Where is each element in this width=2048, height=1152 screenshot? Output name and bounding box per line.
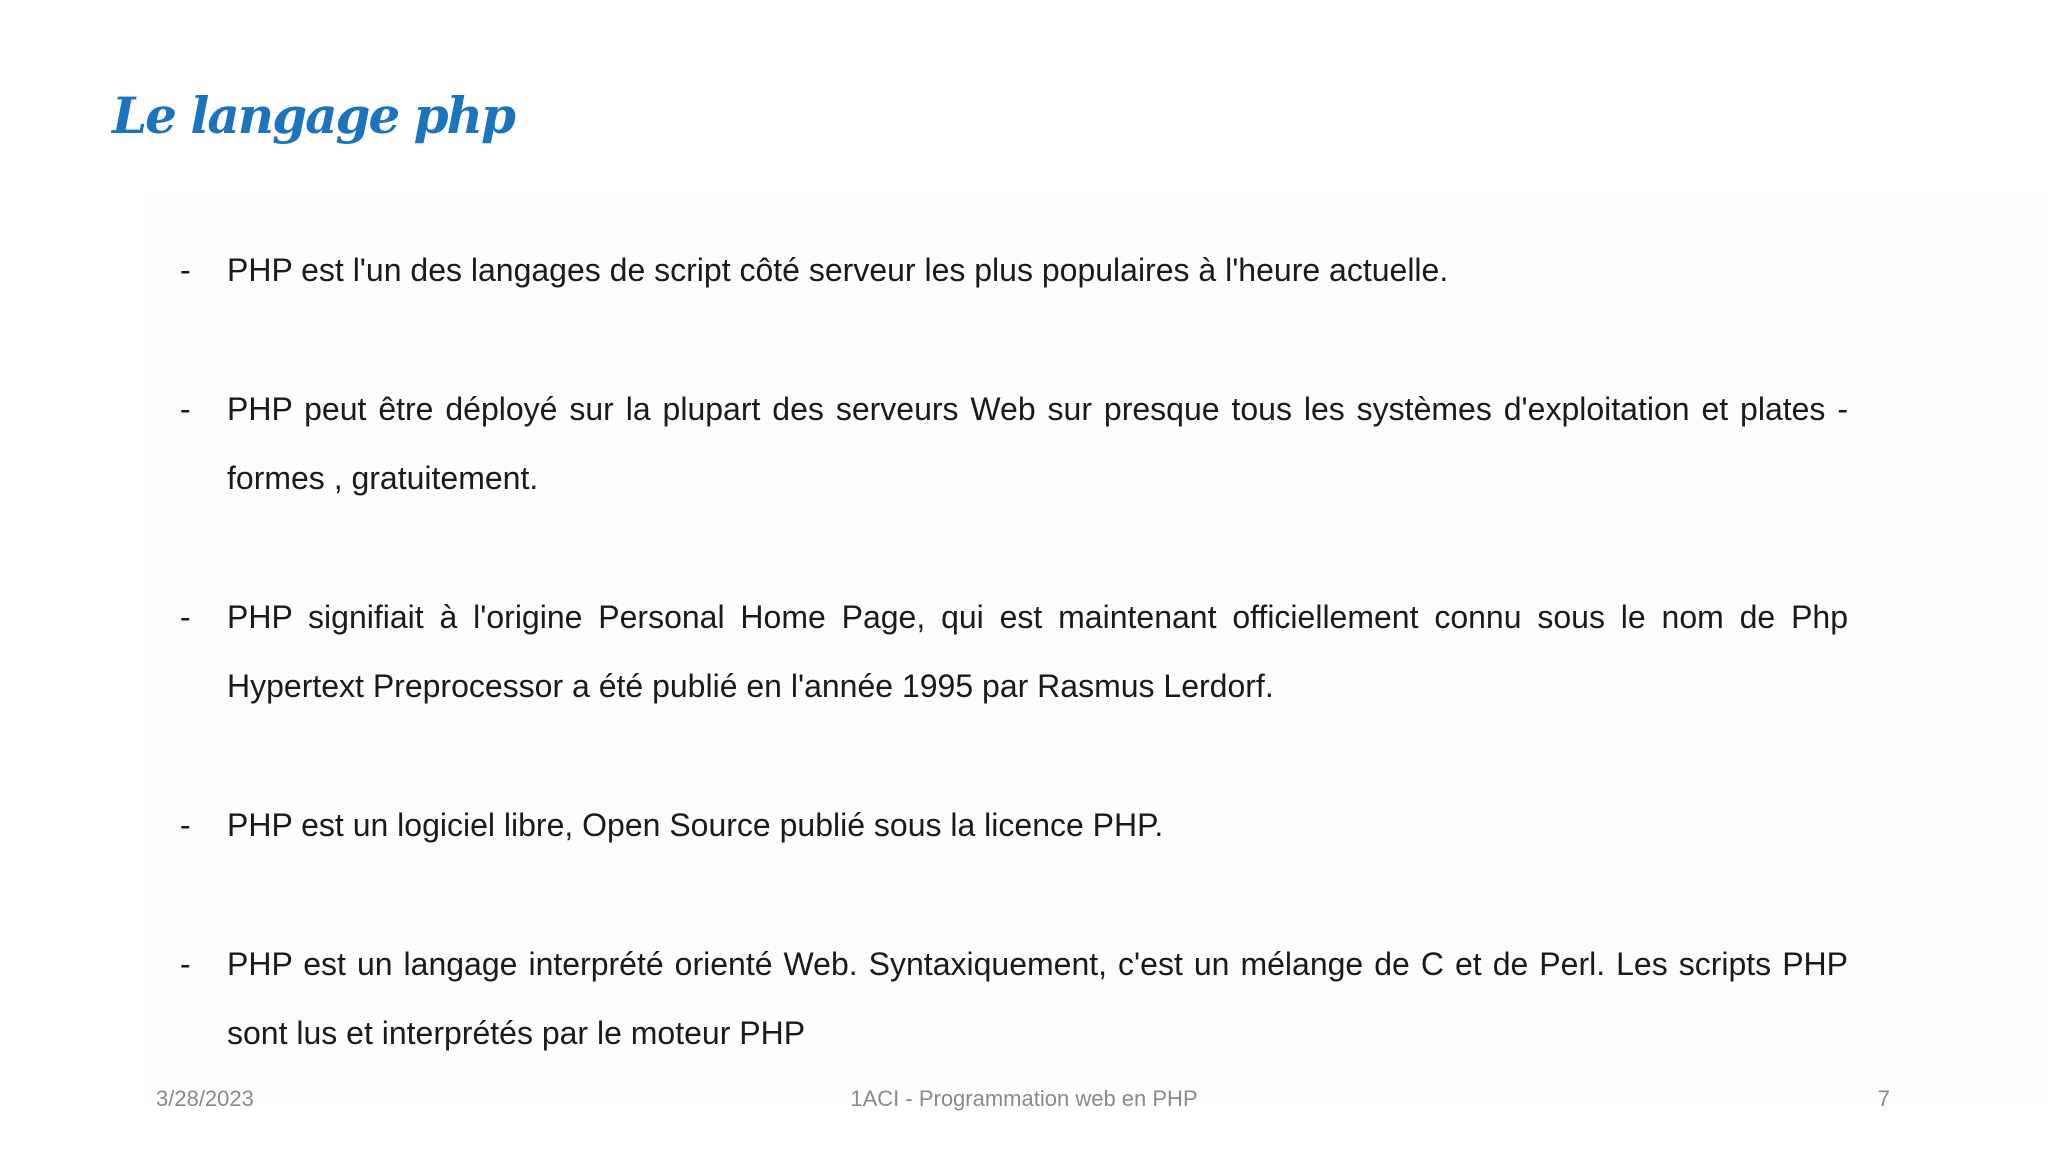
bullet-dash: - xyxy=(180,252,191,288)
bullet-dash: - xyxy=(180,599,191,635)
bullet-dash: - xyxy=(180,807,191,843)
bullet-item xyxy=(170,791,1848,860)
bullet-item xyxy=(170,930,1848,1068)
bullet-text: PHP est un langage interprété orienté Web. Syntaxiquement, c'est un mélange de C et de Perl. Les scripts PHP sont lus et interprétés par le moteur PHP xyxy=(227,946,1848,1051)
footer-course-title: 1ACI - Programmation web en PHP xyxy=(850,1086,1198,1111)
bullet-text: PHP signifiait à l'origine Personal Home Page, qui est maintenant officiellement connu sous le nom de Php Hypertext Preprocessor a été publié en l'année 1995 par Rasmus Lerdorf. xyxy=(227,599,1848,704)
bullet-text: PHP peut être déployé sur la plupart des serveurs Web sur presque tous les systèmes d'exploitation et plates - formes , gratuitement. xyxy=(227,391,1848,496)
bullet-text: PHP est l'un des langages de script côté serveur les plus populaires à l'heure actuelle. xyxy=(227,252,1449,288)
footer-date: 3/28/2023 xyxy=(156,1086,254,1111)
bullet-dash: - xyxy=(180,391,191,427)
bullet-dash: - xyxy=(180,946,191,982)
bullet-list xyxy=(170,236,1848,1138)
bullet-item xyxy=(170,236,1848,305)
bullet-item xyxy=(170,583,1848,721)
bullet-item xyxy=(170,375,1848,513)
footer-page-number: 7 xyxy=(1877,1086,1890,1111)
bullet-text: PHP est un logiciel libre, Open Source publié sous la licence PHP. xyxy=(227,807,1164,843)
slide-title: Le langage php xyxy=(112,86,514,145)
